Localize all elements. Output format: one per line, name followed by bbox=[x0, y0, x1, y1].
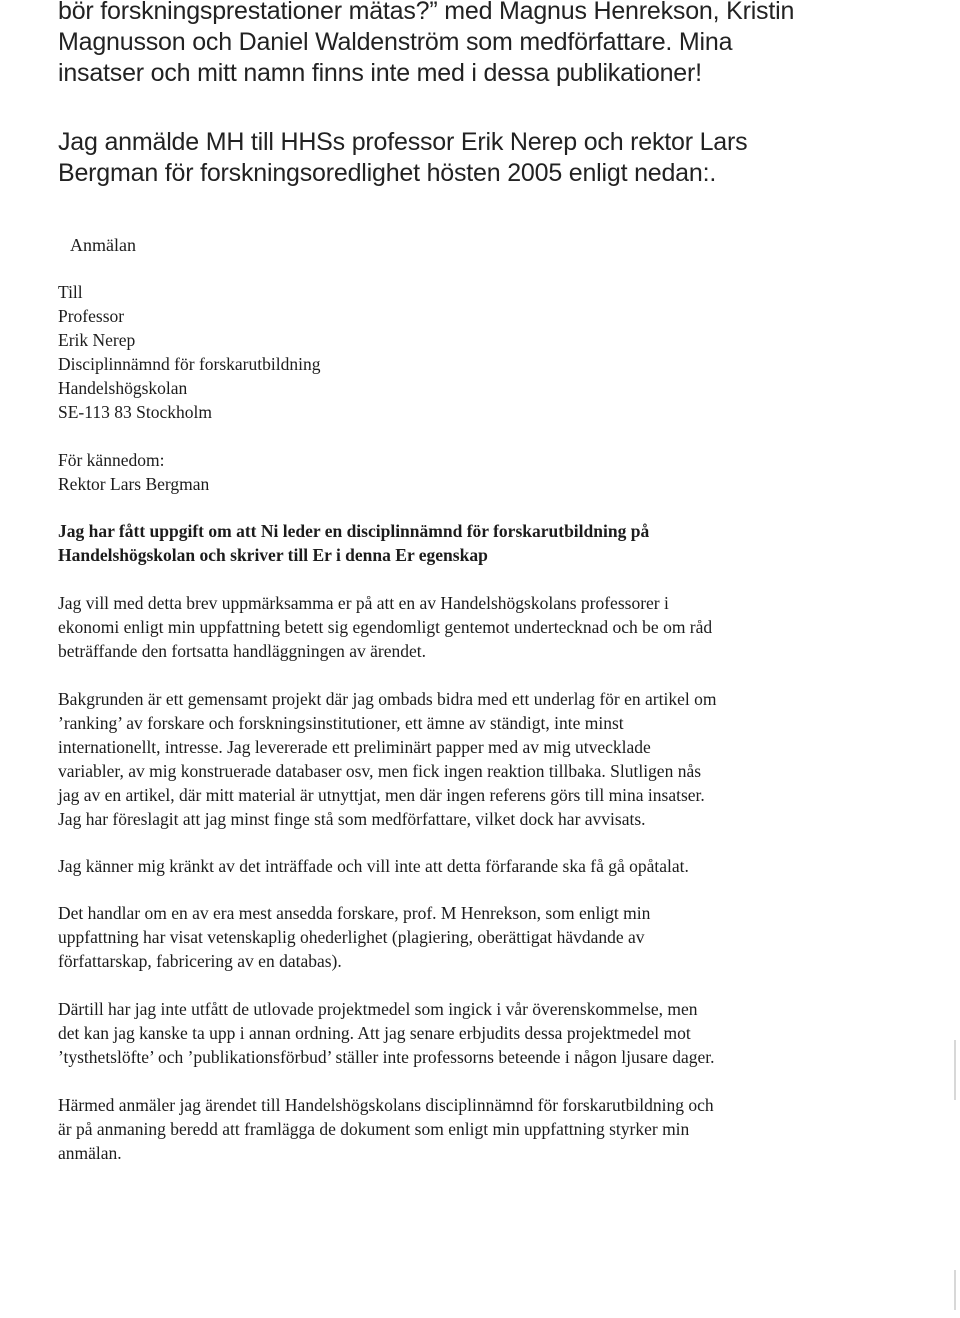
letter-paragraph-1 bbox=[58, 591, 858, 663]
text-line: uppfattning har visat vetenskaplig ohederlighet (plagiering, oberättigat hävdande av bbox=[58, 927, 645, 947]
address-line: Erik Nerep bbox=[58, 330, 136, 350]
intro-paragraph-2 bbox=[58, 127, 938, 189]
intro-paragraph-1 bbox=[58, 0, 938, 89]
text-line: jag av en artikel, där mitt material är utnyttjat, men där ingen referens görs till mina insatser. bbox=[58, 785, 705, 805]
text-line: Därtill har jag inte utfått de utlovade projektmedel som ingick i vår överenskommelse, men bbox=[58, 999, 698, 1019]
scan-edge-mark bbox=[954, 1270, 956, 1310]
text-line: ekonomi enligt min uppfattning betett sig egendomligt gentemot undertecknad och be om råd bbox=[58, 617, 713, 637]
text-line: ’ranking’ av forskare och forskningsinstitutioner, ett ämne av ständigt, inte minst bbox=[58, 713, 624, 733]
letter-paragraph-2 bbox=[58, 687, 858, 831]
text-line: författarskap, fabricering av en databas). bbox=[58, 951, 342, 971]
text-line: Jag anmälde MH till HHSs professor Erik Nerep och rektor Lars bbox=[58, 128, 748, 156]
text-line: Magnusson och Daniel Waldenström som medförfattare. Mina bbox=[58, 28, 733, 56]
text-line: Jag känner mig kränkt av det inträffade och vill inte att detta förfarande ska få gå opåtalat. bbox=[58, 856, 689, 876]
cc-line: För kännedom: bbox=[58, 450, 165, 470]
letter-title: Anmälan bbox=[70, 235, 136, 255]
text-line: bör forskningsprestationer mätas?” med Magnus Henrekson, Kristin bbox=[58, 0, 795, 25]
text-line: är på anmaning beredd att framlägga de dokument som enligt min uppfattning styrker min bbox=[58, 1119, 690, 1139]
text-line: Härmed anmäler jag ärendet till Handelshögskolans disciplinnämnd för forskarutbildning och bbox=[58, 1095, 714, 1115]
text-line: insatser och mitt namn finns inte med i dessa publikationer! bbox=[58, 59, 702, 87]
text-line: variabler, av mig konstruerade databaser osv, men fick ingen reaktion tillbaka. Slutligen nås bbox=[58, 761, 702, 781]
cc-line: Rektor Lars Bergman bbox=[58, 474, 210, 494]
scan-edge-mark bbox=[954, 1040, 956, 1100]
recipient-address bbox=[58, 280, 858, 424]
cc-block bbox=[58, 448, 858, 496]
letter-paragraph-4 bbox=[58, 901, 858, 973]
letter-paragraph-3 bbox=[58, 854, 858, 878]
text-line: Jag vill med detta brev uppmärksamma er på att en av Handelshögskolans professorer i bbox=[58, 593, 669, 613]
text-line: ’tysthetslöfte’ och ’publikationsförbud’ ställer inte professorns beteende i någon ljusare dager. bbox=[58, 1047, 715, 1067]
text-line: internationellt, intresse. Jag levererade ett preliminärt papper med av mig utvecklade bbox=[58, 737, 651, 757]
text-line: Bakgrunden är ett gemensamt projekt där jag ombads bidra med ett underlag för en artikel om bbox=[58, 689, 717, 709]
text-line: Jag har föreslagit att jag minst finge stå som medförfattare, vilket dock har avvisats. bbox=[58, 809, 646, 829]
address-line: Professor bbox=[58, 306, 125, 326]
bold-opening-paragraph bbox=[58, 519, 858, 567]
address-line: Till bbox=[58, 282, 83, 302]
text-line: Bergman för forskningsoredlighet hösten 2005 enligt nedan:. bbox=[58, 159, 717, 187]
text-line: det kan jag kanske ta upp i annan ordning. Att jag senare erbjudits dessa projektmedel mot bbox=[58, 1023, 691, 1043]
text-line: Handelshögskolan och skriver till Er i denna Er egenskap bbox=[58, 545, 488, 565]
letter-paragraph-6 bbox=[58, 1093, 858, 1165]
text-line: beträffande den fortsatta handläggningen av ärendet. bbox=[58, 641, 426, 661]
letter-paragraph-5 bbox=[58, 997, 858, 1069]
text-line: anmälan. bbox=[58, 1143, 122, 1163]
text-line: Det handlar om en av era mest ansedda forskare, prof. M Henrekson, som enligt min bbox=[58, 903, 651, 923]
address-line: Handelshögskolan bbox=[58, 378, 188, 398]
address-line: SE-113 83 Stockholm bbox=[58, 402, 212, 422]
text-line: Jag har fått uppgift om att Ni leder en disciplinnämnd för forskarutbildning på bbox=[58, 521, 650, 541]
address-line: Disciplinnämnd för forskarutbildning bbox=[58, 354, 321, 374]
